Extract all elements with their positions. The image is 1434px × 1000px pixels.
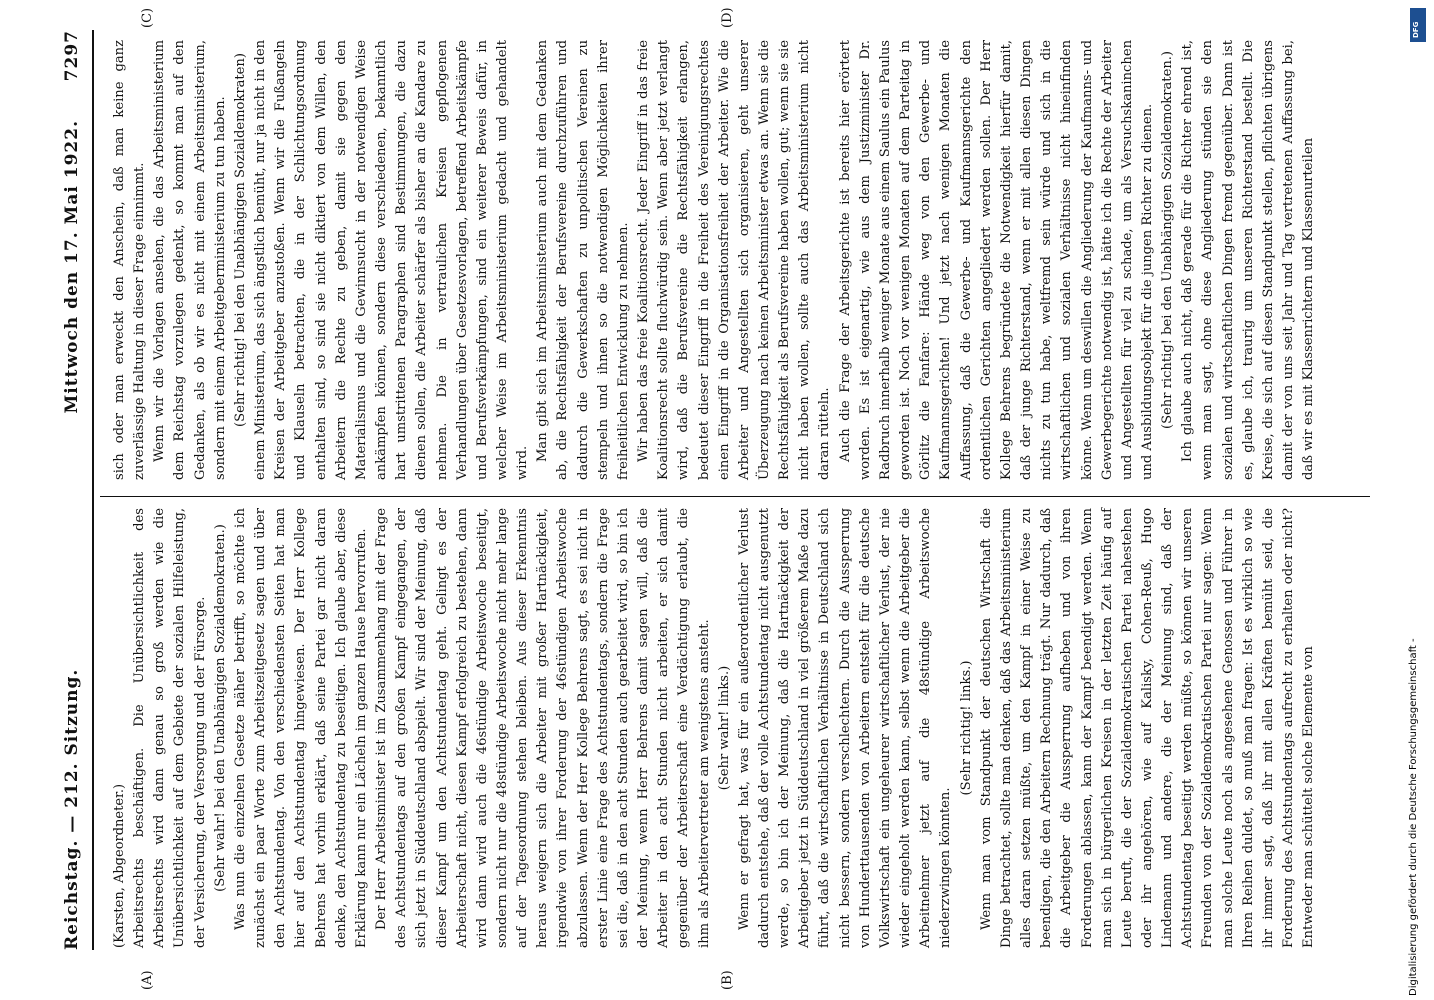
paragraph: Man gibt sich im Arbeitsministerium auch mit dem Gedanken ab, die Rechtsfähigkeit der Berufsvereine durchzuführen und dadurch die Gewerkschaften zu unpolitischen Vereinen zu stempeln und ihnen so die notwendigen Möglichkeiten ihrer freiheitlichen Entwicklung zu nehmen. bbox=[535, 40, 631, 480]
paragraph: Arbeitsrechts beschäftigen. Die Unübersichtlichkeit des Arbeitsrechts wird dann genau so groß werden wie die Unübersichtlichkeit auf dem Gebiete der sozialen Hilfeleistung, der Versicherung, der Versorgung und der Fürsorge. bbox=[132, 508, 208, 948]
speaker-label: (Karsten, Abgeordneter.) bbox=[112, 783, 127, 948]
paragraph: Wenn wir die Vorlagen ansehen, die das Arbeitsministerium dem Reichstag vorzulegen gedenkt, so kommt man auf den Gedanken, als ob wir es nicht mit einem Arbeitsministerium, sondern mit einem Arbeitgeberministerium zu tun haben. bbox=[152, 40, 228, 480]
paragraph: Wenn man vom Standpunkt der deutschen Wirtschaft die Dinge betrachtet, sollte man denken, daß das Arbeitsministerium alles daran setzen müßte, um den Kampf in einer Weise zu beendigen, die den Arbeitern Rechnung trägt. Nur dadurch, daß die Arbeitgeber die Aussperrung aufheben und von ihren Forderungen ablassen, kann der Kampf beendigt werden. Wenn man sich in bürgerlichen Kreisen in der letzten Zeit häufig auf Leute beruft, die der Sozialdemokratischen Partei nahestehen oder ihr angehören, wie auf Kalisky, Cohen-Reuß, Hugo Lindemann und andere, die der Meinung sind, daß der Achtstundentag beseitigt werden müßte, so können wir unseren Freunden von der Sozialdemokratischen Partei nur sagen: Wenn man solche Leute noch als angesehene Genossen und Führer in Ihren Reihen duldet, so muß man fragen: Ist es wirklich so wie ihr immer sagt, daß ihr mit allen Kräften bemüht seid, die Forderung des Achtstundentags aufrecht zu erhalten oder nicht? Entweder man schüttelt solche Elemente von bbox=[978, 508, 1317, 948]
header-session: Reichstag. — 212. Sitzung. bbox=[62, 668, 82, 950]
document-page bbox=[40, 0, 1380, 1000]
margin-mark-b: (B) bbox=[720, 970, 735, 990]
paragraph: Der Herr Arbeitsminister ist im Zusammenhang mit der Frage des Achtstundentags auf den großen Kampf eingegangen, der sich jetzt in Süddeutschland abspielt. Wir sind der Meinung, daß dieser Kampf um den Achtstundentag geht. Gelingt es der Arbeiterschaft nicht, diesen Kampf erfolgreich zu bestehen, dann wird dann wird auch die 46stündige Arbeitswoche beseitigt, sondern nicht nur die 48stündige Arbeitswoche nicht mehr lange auf der Tagesordnung stehen bleiben. Aus dieser Erkenntnis heraus weigern sich die Arbeiter mit großer Hartnäckigkeit, irgendwie von ihrer Forderung der 46stündigen Arbeitswoche abzulassen. Wenn der Herr Kollege Behrens sagt, es sei nicht in erster Linie eine Frage des Achtstundentags, sondern die Frage sei die, daß in den acht Stunden auch gearbeitet wird, so bin ich der Meinung, wenn Herr Behrens damit sagen will, daß die Arbeiter in den acht Stunden nicht arbeiten, er sich damit gegenüber der Arbeiterschaft eine Verdächtigung erlaubt, die ihm als Arbeitervertreter am wenigstens ansteht. bbox=[374, 508, 712, 948]
header-rule bbox=[92, 30, 94, 950]
dfg-logo: DFG bbox=[1410, 8, 1426, 42]
margin-mark-c: (C) bbox=[140, 7, 155, 28]
paragraph: Wenn er gefragt hat, was für ein außerordentlicher Verlust dadurch entstehe, daß der volle Achtstundentag nicht ausgenutzt werde, so bin ich der Meinung, daß die Hartnäckigkeit der Arbeitgeber jetzt in Süddeutschland in viel größerem Maße dazu führt, daß die wirtschaftlichen Verhältnisse in Deutschland sich nicht bessern, sondern verschlechtern. Durch die Aussperrung von Hunderttausenden von Arbeitern entsteht für die deutsche Volkswirtschaft ein ungeheurer wirtschaftlicher Verlust, der nie wieder eingeholt werden kann, selbst wenn die Arbeitgeber die Arbeitnehmer jetzt auf die 48stündige Arbeitswoche niederzwingen könnten. bbox=[736, 508, 954, 948]
margin-mark-d: (D) bbox=[720, 7, 735, 28]
header-date: Mittwoch den 17. Mai 1922. bbox=[62, 120, 82, 414]
interjection: (Sehr richtig! bei den Unabhängigen Sozialdemokraten.) bbox=[1160, 50, 1176, 430]
page-number: 7297 bbox=[62, 30, 82, 82]
page-header bbox=[58, 30, 92, 950]
margin-mark-a: (A) bbox=[140, 970, 155, 990]
interjection: (Sehr richtig! links.) bbox=[958, 660, 974, 796]
paragraph: Auch die Frage der Arbeitsgerichte ist bereits hier erörtert worden. Es ist eigenartig, wie aus dem Justizminister Dr. Radbruch innerhalb weniger Monate aus einem Saulus ein Paulus geworden ist. Noch vor wenigen Monaten auf dem Parteitag in Görlitz die Fanfare: Hände weg von den Gewerbe- und Kaufmannsgerichten! Und jetzt nach wenigen Monaten die Auffassung, daß die Gewerbe- und Kaufmannsgerichte den ordentlichen Gerichten angegliedert werden sollen. Der Herr Kollege Behrens begründete die Notwendigkeit hierfür damit, daß der junge Richterstand, wenn er mit allen diesen Dingen nichts zu tun habe, weltfremd sein würde und sich in die wirtschaftlichen und sozialen Verhältnisse nicht hineinfinden könne. Wenn um deswillen die Angliederung der Kaufmanns- und Gewerbegerichte notwendig ist, hätte ich die Rechte der Arbeiter und Angestellten für viel zu schade, um als Versuchskaninchen und Ausbildungsobjekt für die jungen Richter zu dienen. bbox=[837, 40, 1155, 480]
paragraph: Wir haben das freie Koalitionsrecht. Jeder Eingriff in das freie Koalitionsrecht sollte fluchwürdig sein. Wenn aber jetzt verlangt wird, daß die Berufsvereine die Rechtsfähigkeit erlangen, bedeutet dieser Eingriff in die Freiheit des Vereinigungsrechtes einen Eingriff in die Organisationsfreiheit der Arbeiter. Wie die Arbeiter und Angestellten sich organisieren, geht unserer Überzeugung nach keinen Arbeitsminister etwas an. Wenn sie die Rechtsfähigkeit als Berufsvereine haben wollen, gut; wenn sie sie nicht haben wollen, sollte auch das Arbeitsministerium nicht daran rütteln. bbox=[636, 40, 833, 480]
interjection: (Sehr richtig! bei den Unabhängigen Sozialdemokraten) bbox=[232, 53, 248, 427]
column-divider bbox=[100, 496, 1370, 497]
interjection: (Sehr wahr! bei den Unabhängigen Sozialdemokraten.) bbox=[212, 524, 228, 892]
interjection: (Sehr wahr! links.) bbox=[716, 665, 732, 791]
column-left bbox=[110, 508, 1319, 948]
column-right bbox=[110, 40, 1319, 480]
paragraph: Was nun die einzelnen Gesetze näher betrifft, so möchte ich zunächst ein paar Worte zum Arbeitszeitgesetz sagen und über den Achtstundentag. Von den verschiedensten Seiten hat man hier auf den Achtstundentag hingewiesen. Der Herr Kollege Behrens hat vorhin erklärt, daß seine Partei gar nicht daran denke, den Achtstundentag zu beseitigen. Ich glaube aber, diese Erklärung kann nur ein Lächeln im ganzen Hause hervorrufen. bbox=[232, 508, 369, 948]
paragraph: sich oder man erweckt den Anschein, daß man keine ganz zuverlässige Haltung in dieser Frage einnimmt. bbox=[112, 40, 148, 480]
paragraph: einem Ministerium, das sich ängstlich bemüht, nur ja nicht in den Kreisen der Arbeitgeber anzustoßen. Wenn wir die Fußangeln und Klauseln betrachten, die in der Schlichtungsordnung enthalten sind, so sind sie nicht diktiert von dem Willen, den Arbeitern die Rechte zu geben, damit sie gegen den Materialismus und die Gewinnsucht in der notwendigen Weise ankämpfen können, sondern diese verschiedenen, bekanntlich hart umstrittenen Paragraphen sind Bestimmungen, die dazu dienen sollen, die Arbeiter schärfer als bisher an die Kandare zu nehmen. Die in vertraulichen Kreisen gepflogenen Verhandlungen über Gesetzesvorlagen, betreffend Arbeitskämpfe und Berufsverkämpfungen, sind ein weiterer Beweis dafür, in welcher Weise im Arbeitsministerium gedacht und gehandelt wird. bbox=[253, 40, 531, 480]
paragraph: Ich glaube auch nicht, daß gerade für die Richter ehrend ist, wenn man sagt, ohne diese Angliederung stünden sie den sozialen und wirtschaftlichen Dingen fremd gegenüber. Dann ist es, glaube ich, traurig um unseren Richterstand bestellt. Die Kreise, die sich auf diesen Standpunkt stellen, pflichten übrigens damit der von uns seit Jahr und Tag vertretenen Auffassung bei, daß wir es mit Klassenrichtern und Klassenurteilen bbox=[1180, 40, 1317, 480]
digitization-note: Digitalisierung gefördert durch die Deutsche Forschungsgemeinschaft - bbox=[1408, 638, 1419, 996]
